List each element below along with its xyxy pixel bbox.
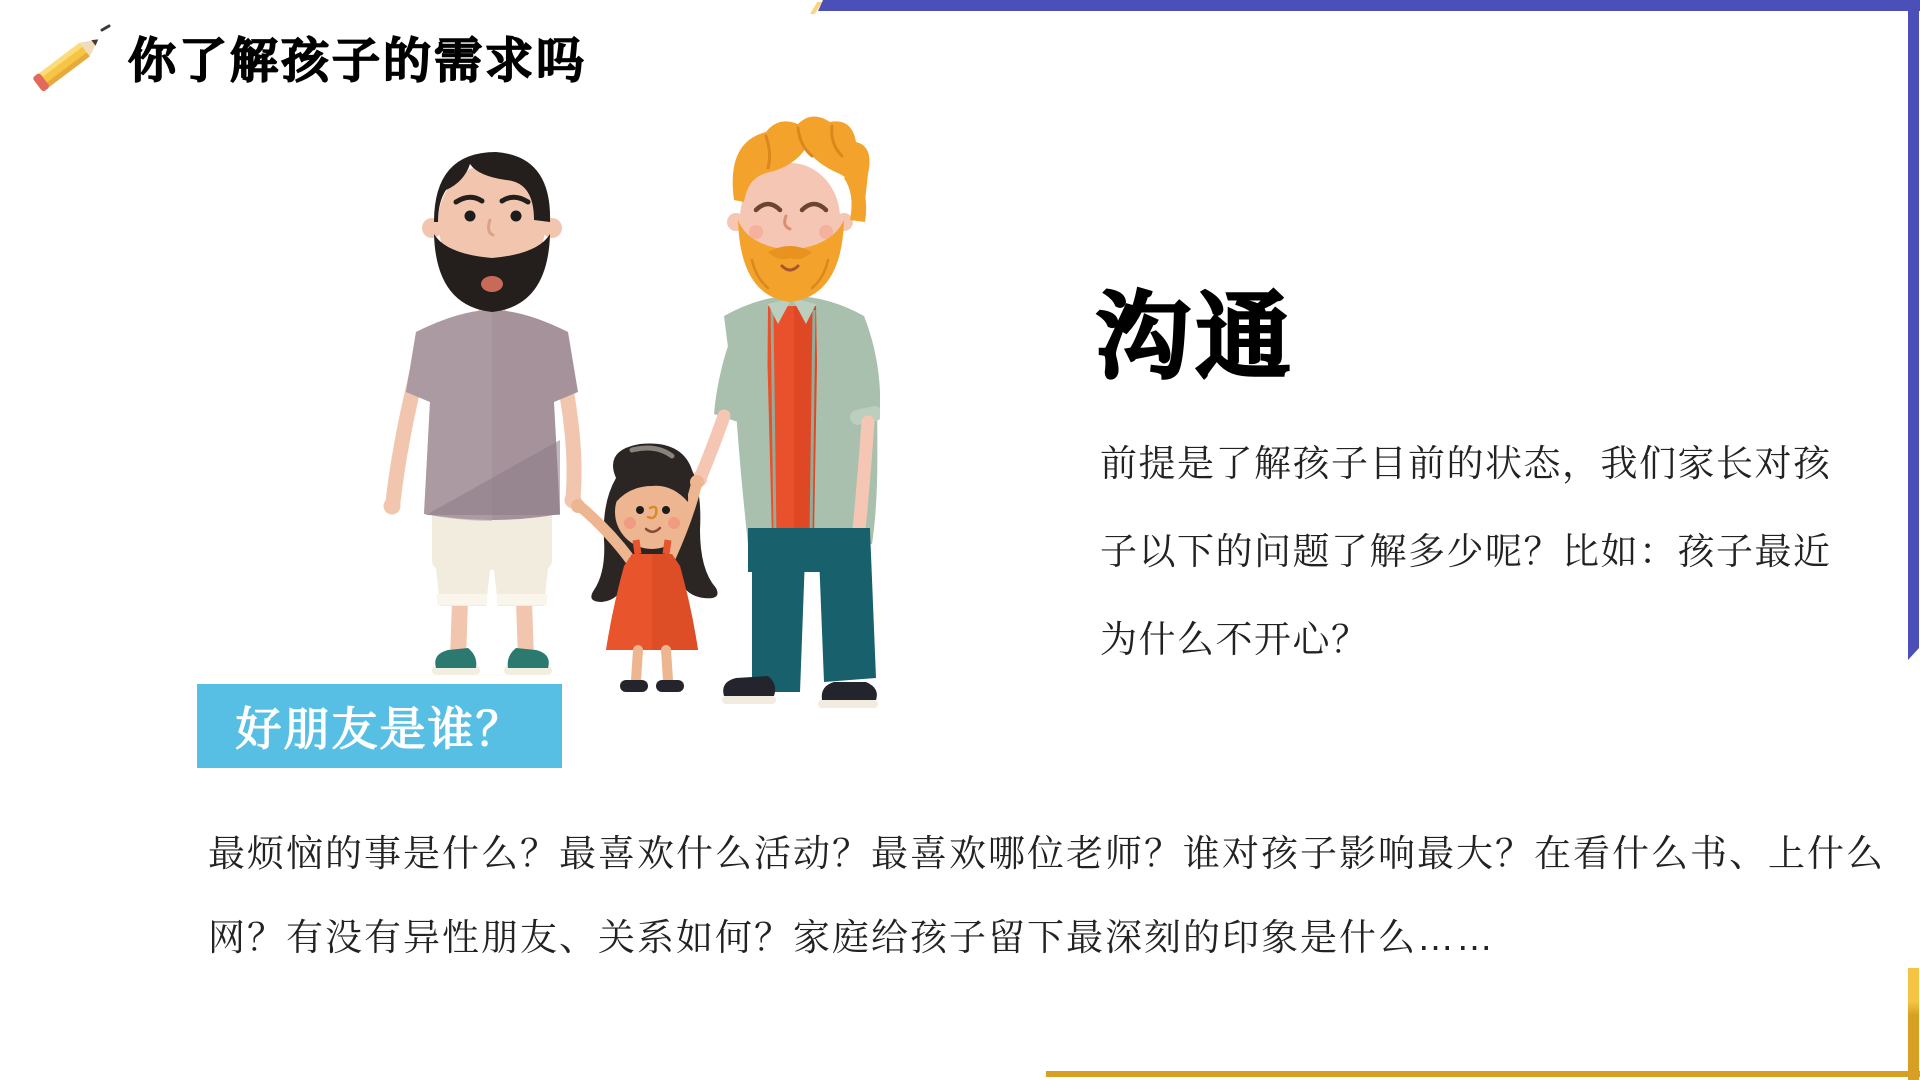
bottom-paragraph-line: 网？有没有异性朋友、关系如何？家庭给孩子留下最深刻的印象是什么…… xyxy=(208,917,1495,958)
title-row xyxy=(26,20,587,92)
father-right-figure xyxy=(691,116,880,708)
bottom-accent-bar-gold xyxy=(1046,1071,1920,1077)
section-body-line: 前提是了解孩子目前的状态，我们家长对孩 xyxy=(1100,443,1832,484)
bottom-paragraph-line: 最烦恼的事是什么？最喜欢什么活动？最喜欢哪位老师？谁对孩子影响最大？在看什么书、上什么 xyxy=(208,833,1885,874)
father-left-figure xyxy=(384,152,582,675)
family-illustration xyxy=(320,110,880,710)
caption-badge-label: 好朋友是谁？ xyxy=(235,703,524,755)
section-heading: 沟通 xyxy=(1096,284,1297,389)
right-accent-bar-gold xyxy=(1908,968,1919,1080)
pencil-icon xyxy=(26,20,114,92)
section-body xyxy=(1100,420,1840,684)
page-title: 你了解孩子的需求吗 xyxy=(128,34,588,88)
right-accent-bar-blue xyxy=(1908,0,1919,660)
bottom-paragraph xyxy=(208,812,1885,980)
section-body-line: 子以下的问题了解多少呢？比如：孩子最近 xyxy=(1100,531,1832,572)
top-accent-bar xyxy=(818,0,1920,11)
section-body-line: 为什么不开心？ xyxy=(1100,619,1370,660)
daughter-figure xyxy=(571,444,718,692)
caption-badge xyxy=(197,684,562,768)
